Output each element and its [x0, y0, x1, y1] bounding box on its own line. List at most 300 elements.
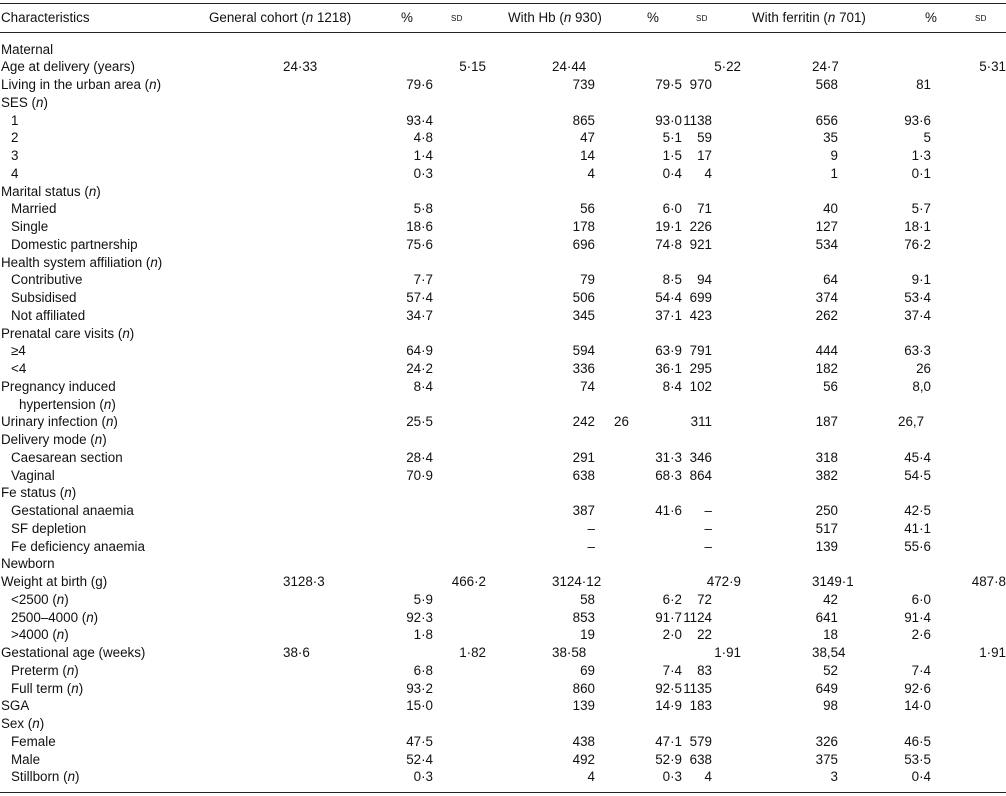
table-row	[0, 271, 1006, 289]
row-label	[11, 520, 86, 538]
row-label-text: Urinary infection (	[1, 414, 106, 430]
cell-hb-n: 336	[572, 361, 595, 376]
table-row	[0, 538, 1006, 556]
cell-ferritin-n: 56	[823, 378, 838, 394]
cell-ferritin-percent: 7·4	[911, 662, 931, 678]
cell-ferritin-n: 187	[815, 414, 838, 430]
row-label-suffix: )	[96, 183, 101, 199]
table-row	[0, 360, 1006, 378]
cell-ferritin-n: 182	[815, 361, 838, 376]
cell-ferritin-n: 568	[815, 77, 838, 92]
cell-general-n: 1124	[683, 609, 712, 625]
cell-general-n: 864	[689, 467, 712, 483]
cell-hb-n: –	[587, 538, 595, 554]
cell-hb-n: 696	[572, 236, 595, 252]
row-label	[11, 200, 56, 218]
row-label-text: ≥4	[11, 343, 26, 359]
row-label-text: 1	[11, 112, 19, 128]
cell-ferritin-percent: 9·1	[911, 272, 931, 288]
cell-hb-n: 56	[580, 201, 595, 217]
cell-general-n: 579	[689, 733, 712, 749]
table-row	[0, 555, 1006, 573]
row-label	[11, 236, 138, 254]
table-row	[0, 378, 1006, 396]
row-label-n: n	[66, 662, 75, 678]
table-row	[0, 751, 1006, 769]
cell-ferritin-n: 3	[830, 769, 838, 785]
cell-hb-percent: 91·7	[655, 609, 682, 625]
header-with-ferritin	[752, 9, 866, 27]
cell-hb-n: 865	[572, 112, 595, 128]
header-with-ferritin-n: n	[827, 10, 836, 25]
cell-ferritin-sd: 5·31	[979, 59, 1006, 75]
table-row	[0, 520, 1006, 538]
table-row	[0, 325, 1006, 343]
cell-general-percent: 15·0	[406, 698, 433, 714]
cell-hb-n: 387	[572, 503, 595, 518]
row-label-n: n	[64, 485, 72, 501]
cell-hb-n: 178	[572, 219, 595, 234]
row-label	[1, 555, 55, 573]
cell-hb-n: 291	[572, 449, 595, 465]
row-label	[11, 609, 98, 627]
cell-general-percent: 4·8	[413, 130, 433, 146]
cell-hb-n: 594	[572, 343, 595, 359]
cell-hb-n: 47	[580, 130, 595, 146]
cell-ferritin-n: 656	[815, 112, 838, 128]
cell-hb-n: 58	[580, 591, 595, 607]
header-percent-2: %	[647, 10, 659, 25]
row-label-text: Weight at birth (g)	[1, 574, 108, 589]
cell-hb-n: 79	[580, 272, 595, 288]
row-label	[1, 413, 118, 431]
cell-general-n: 346	[689, 449, 712, 465]
cell-hb-percent: 5·1	[662, 130, 682, 146]
cell-hb-percent: 1·5	[662, 148, 682, 163]
cell-general-n: 183	[689, 698, 712, 714]
table-row	[0, 147, 1006, 165]
row-label-text: Vaginal	[11, 467, 55, 483]
row-label-suffix: )	[39, 716, 45, 731]
row-label-n: n	[56, 591, 65, 607]
row-label-text: Gestational age (weeks)	[1, 645, 146, 660]
cell-hb-percent: 8·4	[662, 378, 682, 394]
row-label-text: Subsidised	[11, 290, 77, 305]
cell-ferritin-percent: 42·5	[904, 503, 931, 518]
cell-hb-n: 74	[580, 378, 595, 394]
cell-ferritin-percent: 55·6	[904, 538, 931, 554]
cell-hb-n: 638	[572, 467, 595, 483]
row-label-text: hypertension (	[19, 396, 104, 412]
cell-ferritin-percent: 26,7	[898, 414, 925, 430]
row-label-text: Sex (	[1, 716, 33, 731]
row-label-text: SF depletion	[11, 520, 87, 536]
row-label	[1, 76, 161, 94]
cell-general-n: 94	[697, 272, 712, 288]
cell-hb-n: 4	[587, 769, 595, 785]
table-row	[0, 76, 1006, 94]
header-characteristics: Characteristics	[1, 10, 90, 25]
cell-hb-percent: 54·4	[655, 290, 682, 305]
cell-general-percent: 52·4	[406, 751, 433, 767]
cell-ferritin-percent: 37·4	[904, 307, 931, 323]
cell-hb-percent: 0·3	[662, 769, 682, 785]
cell-ferritin-n: 649	[815, 680, 838, 696]
cell-hb-percent: 8·5	[662, 272, 682, 288]
row-label	[1, 41, 53, 59]
cell-hb-percent: 74·8	[655, 236, 682, 252]
header-percent-3: %	[925, 10, 937, 25]
table-row	[0, 129, 1006, 147]
cell-general-n: 1138	[683, 112, 712, 128]
cell-general-n: 970	[689, 77, 712, 92]
row-label-n: n	[105, 414, 114, 430]
cell-ferritin-mean: 3149·1	[812, 574, 854, 589]
cell-general-n: 102	[689, 378, 712, 394]
cell-general-n: 1135	[683, 680, 712, 696]
cell-general-percent: 93·4	[406, 112, 433, 128]
cell-ferritin-n: 375	[815, 751, 838, 767]
cell-hb-percent: 19·1	[655, 219, 682, 234]
row-label-suffix: )	[129, 325, 135, 341]
table-row	[0, 715, 1006, 733]
row-label-text: Health system affiliation (	[1, 254, 151, 270]
cell-ferritin-n: 641	[815, 609, 838, 625]
cell-general-percent: 1·4	[413, 148, 433, 163]
table-row	[0, 41, 1006, 59]
cell-general-percent: 1·8	[413, 627, 433, 643]
cell-ferritin-percent: 76·2	[904, 236, 931, 252]
row-label-text: Newborn	[1, 556, 55, 572]
row-label-text: Age at delivery (years)	[1, 59, 135, 75]
row-label-suffix: )	[71, 485, 77, 501]
row-label-n: n	[122, 325, 130, 341]
cell-general-mean: 24·33	[283, 59, 318, 75]
cell-hb-percent: 7·4	[662, 662, 682, 678]
row-label-n: n	[35, 94, 44, 110]
row-label	[11, 449, 123, 467]
cell-general-mean: 3128·3	[283, 574, 325, 589]
cell-ferritin-percent: 26	[916, 361, 931, 376]
cell-ferritin-n: 139	[815, 538, 838, 554]
row-label-n: n	[32, 716, 40, 731]
row-label	[1, 484, 76, 502]
cell-ferritin-percent: 6·0	[911, 591, 931, 607]
row-label	[11, 271, 82, 289]
cell-ferritin-n: 382	[815, 467, 838, 483]
cell-hb-mean: 3124·12	[552, 574, 602, 589]
cell-ferritin-n: 250	[815, 503, 838, 518]
row-label	[11, 289, 77, 307]
row-label	[1, 378, 116, 396]
row-label	[11, 502, 134, 520]
row-label-suffix: )	[113, 414, 118, 430]
table-row	[0, 183, 1006, 201]
table-row	[0, 484, 1006, 502]
row-label-suffix: )	[64, 591, 69, 607]
row-label	[1, 573, 107, 591]
cell-ferritin-n: 517	[815, 520, 838, 536]
cell-ferritin-percent: 5·7	[911, 201, 931, 217]
row-label-n: n	[149, 77, 157, 92]
row-label	[11, 147, 18, 165]
cell-hb-percent: 36·1	[655, 361, 682, 376]
cell-ferritin-percent: 53·5	[904, 751, 931, 767]
cell-general-n: 423	[689, 307, 712, 323]
table-row	[0, 112, 1006, 130]
cell-ferritin-percent: 0·1	[911, 165, 931, 181]
cell-ferritin-n: 98	[823, 698, 838, 714]
row-label-n: n	[88, 183, 97, 199]
row-label-text: Maternal	[1, 41, 54, 57]
cell-hb-percent: 68·3	[655, 467, 682, 483]
row-label	[11, 680, 83, 698]
table-row	[0, 467, 1006, 485]
row-label-suffix: )	[74, 662, 79, 678]
row-label-text: Fe deficiency anaemia	[11, 538, 145, 554]
row-label-text: Prenatal care visits (	[1, 325, 123, 341]
cell-general-n: 295	[689, 361, 712, 376]
row-label-text: Single	[11, 219, 49, 234]
cell-ferritin-percent: 18·1	[904, 219, 931, 234]
table-row	[0, 644, 1006, 662]
cell-ferritin-n: 127	[815, 219, 838, 234]
cell-general-n: –	[704, 503, 712, 518]
row-label-n: n	[150, 254, 158, 270]
table-row	[0, 609, 1006, 627]
cell-ferritin-sd: 1·91	[979, 645, 1006, 660]
row-label-text: Male	[11, 751, 41, 767]
cell-ferritin-n: 326	[815, 733, 838, 749]
top-rule	[0, 3, 1006, 4]
cell-hb-n: 4	[587, 165, 595, 181]
row-label	[1, 254, 162, 272]
cell-hb-sd: 1·91	[714, 645, 741, 660]
row-label	[1, 183, 101, 201]
row-label-suffix: )	[111, 396, 116, 412]
row-label	[11, 165, 18, 183]
header-general-cohort-n: n	[305, 10, 314, 25]
cell-hb-n: –	[587, 520, 595, 536]
cell-hb-percent: 6·2	[662, 591, 682, 607]
cell-general-percent: 47·5	[406, 733, 433, 749]
cell-hb-n: 19	[580, 627, 595, 643]
row-label-text: SGA	[1, 698, 30, 714]
row-label	[11, 626, 69, 644]
row-label-suffix: )	[93, 609, 99, 625]
row-label	[11, 733, 56, 751]
cell-ferritin-percent: 0·4	[911, 769, 931, 785]
table-row	[0, 768, 1006, 786]
row-label-suffix: )	[78, 680, 84, 696]
cell-ferritin-mean: 38,54	[812, 645, 846, 660]
header-with-hb-pre: With Hb (	[508, 10, 564, 25]
cell-general-n: –	[704, 520, 712, 536]
row-label-text: Not affiliated	[11, 307, 86, 323]
cell-hb-percent: 26	[614, 414, 629, 430]
cell-general-percent: 18·6	[406, 219, 433, 234]
cell-hb-percent: 37·1	[655, 307, 682, 323]
table-row	[0, 236, 1006, 254]
cell-hb-sd: 472·9	[706, 574, 741, 589]
cell-ferritin-n: 534	[815, 236, 838, 252]
row-label-text: Contributive	[11, 272, 83, 288]
row-label	[1, 325, 134, 343]
cell-general-percent: 0·3	[413, 769, 433, 785]
header-sd-2: sd	[696, 10, 708, 24]
table-row	[0, 502, 1006, 520]
cell-general-percent: 6·8	[413, 662, 433, 678]
cell-ferritin-percent: 8,0	[912, 378, 931, 394]
row-label	[19, 396, 116, 414]
cell-ferritin-percent: 45·4	[904, 449, 931, 465]
table-row	[0, 342, 1006, 360]
cell-hb-n: 492	[572, 751, 595, 767]
cell-general-mean: 38·6	[283, 645, 310, 660]
row-label-suffix: )	[43, 94, 48, 110]
cell-general-n: 71	[697, 201, 712, 217]
row-label	[11, 768, 79, 786]
cell-general-n: 638	[689, 751, 712, 767]
row-label-n: n	[56, 627, 65, 643]
cell-ferritin-n: 262	[815, 307, 838, 323]
cell-ferritin-n: 318	[815, 449, 838, 465]
cell-general-sd: 5·15	[459, 59, 486, 75]
cell-general-percent: 93·2	[406, 680, 433, 696]
row-label-text: Stillborn (	[11, 769, 68, 785]
row-label	[11, 218, 48, 236]
header-with-ferritin-pre: With ferritin (	[752, 10, 828, 25]
cell-ferritin-percent: 46·5	[904, 733, 931, 749]
cell-ferritin-percent: 81	[916, 77, 931, 92]
cell-hb-percent: 31·3	[655, 449, 682, 465]
table-row	[0, 254, 1006, 272]
header-with-hb	[508, 9, 602, 27]
row-label	[1, 715, 44, 733]
row-label	[11, 538, 145, 556]
cell-hb-percent: 92·5	[655, 680, 682, 696]
cell-general-n: 4	[704, 769, 712, 785]
cell-general-percent: 57·4	[406, 290, 433, 305]
cell-hb-n: 739	[572, 77, 595, 92]
cell-ferritin-percent: 93·6	[904, 112, 931, 128]
row-label-text: Domestic partnership	[11, 236, 138, 252]
cell-hb-n: 860	[572, 680, 595, 696]
cell-hb-percent: 6·0	[662, 201, 682, 217]
cell-ferritin-sd: 487·8	[971, 574, 1006, 589]
table-row	[0, 662, 1006, 680]
row-label-n: n	[67, 769, 76, 785]
cell-hb-percent: 41·6	[655, 503, 682, 518]
cell-general-percent: 8·4	[413, 378, 433, 394]
row-label	[11, 662, 79, 680]
cell-general-n: 59	[697, 130, 712, 146]
header-with-ferritin-post: 701)	[835, 10, 866, 25]
cell-general-n: 921	[689, 236, 712, 252]
cell-ferritin-n: 1	[830, 165, 838, 181]
cell-ferritin-percent: 91·4	[904, 609, 931, 625]
cell-general-percent: 70·9	[406, 467, 433, 483]
table-row	[0, 307, 1006, 325]
table-row	[0, 591, 1006, 609]
row-label	[11, 751, 40, 769]
cell-hb-mean: 38·58	[552, 645, 587, 660]
cell-general-percent: 64·9	[406, 343, 433, 359]
cell-hb-n: 139	[572, 698, 595, 714]
row-label-text: Marital status (	[1, 183, 89, 199]
row-label-n: n	[103, 396, 112, 412]
cell-ferritin-n: 35	[823, 130, 838, 146]
row-label-text: 2	[11, 130, 19, 146]
cell-general-percent: 75·6	[406, 236, 433, 252]
row-label	[1, 697, 29, 715]
bottom-rule	[0, 792, 1006, 793]
row-label-text: Gestational anaemia	[11, 503, 134, 518]
table-row	[0, 200, 1006, 218]
table-row	[0, 165, 1006, 183]
row-label-text: Female	[11, 733, 56, 749]
header-sd-1: sd	[451, 10, 463, 24]
cell-general-n: –	[704, 538, 712, 554]
table-row	[0, 396, 1006, 414]
cell-ferritin-percent: 53·4	[904, 290, 931, 305]
row-label	[11, 112, 18, 130]
row-label-text: <4	[11, 361, 27, 376]
row-label	[11, 591, 69, 609]
row-label-text: Living in the urban area (	[1, 77, 150, 92]
cell-hb-sd: 5·22	[714, 59, 741, 75]
cell-general-n: 17	[697, 148, 712, 163]
cell-hb-n: 438	[572, 733, 595, 749]
table-row	[0, 449, 1006, 467]
row-label-text: Preterm (	[11, 662, 67, 678]
row-label-text: SES (	[1, 94, 36, 110]
row-label	[1, 58, 135, 76]
cell-general-percent: 79·6	[406, 77, 433, 92]
cell-ferritin-n: 64	[823, 272, 838, 288]
cell-hb-mean: 24·44	[552, 59, 587, 75]
cell-hb-percent: 79·5	[655, 77, 682, 92]
table-row	[0, 413, 1006, 431]
cell-ferritin-percent: 92·6	[904, 680, 931, 696]
cell-general-percent: 92·3	[406, 609, 433, 625]
cell-hb-percent: 52·9	[655, 751, 682, 767]
row-label-suffix: )	[64, 627, 69, 643]
cell-general-n: 226	[689, 219, 712, 234]
cell-general-n: 22	[697, 627, 712, 643]
row-label-text: 4	[11, 165, 19, 181]
cell-hb-n: 506	[572, 290, 595, 305]
header-general-cohort-post: 1218)	[313, 10, 352, 25]
cell-ferritin-percent: 1·3	[911, 148, 931, 163]
cell-general-percent: 7·7	[413, 272, 433, 288]
row-label-suffix: )	[156, 77, 162, 92]
row-label-n: n	[94, 432, 103, 447]
cell-ferritin-percent: 63·3	[904, 343, 931, 359]
row-label-text: 3	[11, 148, 19, 163]
cell-general-n: 311	[690, 414, 712, 430]
cell-hb-n: 853	[572, 609, 595, 625]
header-general-cohort-pre: General cohort (	[209, 10, 306, 25]
cell-general-n: 699	[689, 290, 712, 305]
table-row	[0, 431, 1006, 449]
cell-hb-percent: 0·4	[662, 165, 682, 181]
row-label-suffix: )	[102, 432, 107, 447]
cell-hb-n: 14	[580, 148, 595, 163]
header-with-hb-n: n	[563, 10, 572, 25]
row-label-text: Delivery mode (	[1, 432, 95, 447]
cell-general-percent: 0·3	[413, 165, 433, 181]
